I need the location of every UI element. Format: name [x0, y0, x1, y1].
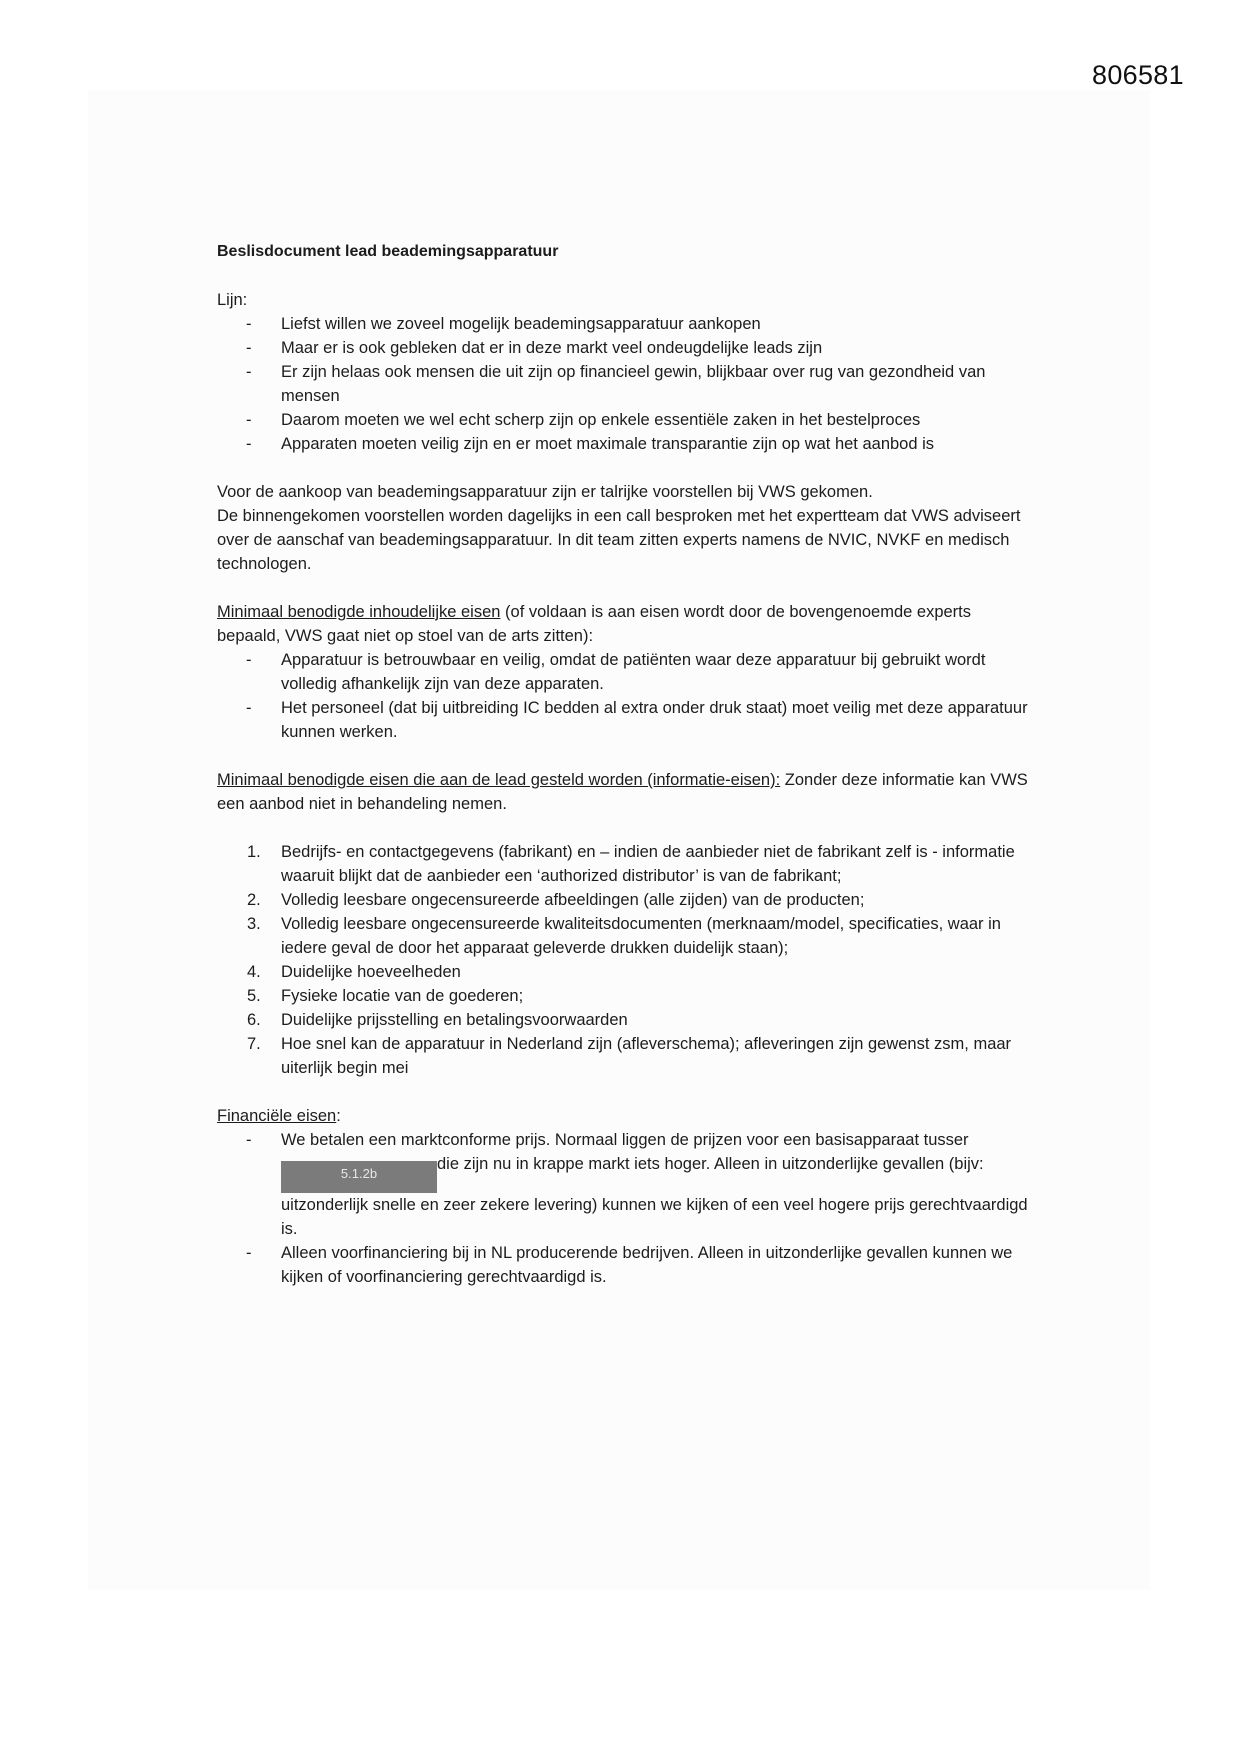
section-inhoudelijke-eisen: [217, 600, 1037, 744]
list-item: [247, 912, 1037, 960]
list-item: - Apparaten moeten veilig zijn en er moet maximale transparantie zijn op wat het aanbod is: [281, 432, 1037, 456]
section-heading-paragraph: [217, 600, 1037, 648]
list-item: [247, 840, 1037, 888]
list-item: - Alleen voorfinanciering bij in NL producerende bedrijven. Alleen in uitzonderlijke gevallen kunnen we kijken of voorfinanciering gerechtvaardigd is.: [281, 1241, 1037, 1289]
section-heading-paragraph: [217, 768, 1037, 816]
item-text-part2: die zijn nu in krappe markt iets hoger. Alleen in uitzonderlijke gevallen (bijv: uitzonderlijk snelle en zeer zekere levering) kunnen we kijken of een veel hogere prijs gerechtvaardigd is.: [281, 1155, 1028, 1238]
document-title: Beslisdocument lead beademingsapparatuur: [217, 243, 559, 260]
section-heading-paragraph: [217, 1104, 1037, 1128]
heading-suffix: (of voldaan is aan eisen wordt door de bovengenoemde experts bepaald, VWS gaat niet op stoel van de arts zitten):: [217, 603, 972, 645]
list-item: [247, 1008, 1037, 1032]
item-number: 6.: [247, 1011, 261, 1029]
item-number: 4.: [247, 963, 261, 981]
list-item: [247, 1032, 1037, 1080]
item-text: Duidelijke prijsstelling en betalingsvoorwaarden: [281, 1011, 628, 1029]
section-lijn: [217, 288, 1037, 456]
section-intro: [217, 480, 1037, 576]
item-text: Volledig leesbare ongecensureerde afbeeldingen (alle zijden) van de producten;: [281, 891, 865, 909]
informatie-eisen-list: [217, 840, 1037, 1080]
section-heading: Lijn:: [217, 291, 248, 309]
paragraph: De binnengekomen voorstellen worden dagelijks in een call besproken met het expertteam dat VWS adviseert over de aanschaf van beademingsapparatuur. In dit team zitten experts namens de NVIC, NVKF en medisch technologen.: [217, 507, 1021, 573]
list-item: - Liefst willen we zoveel mogelijk beademingsapparatuur aankopen: [281, 312, 1037, 336]
list-item: - Daarom moeten we wel echt scherp zijn op enkele essentiële zaken in het bestelproces: [281, 408, 1037, 432]
list-item: [247, 888, 1037, 912]
redaction-box: 5.1.2b: [281, 1161, 437, 1193]
list-item: - Maar er is ook gebleken dat er in deze markt veel ondeugdelijke leads zijn: [281, 336, 1037, 360]
document-body: [217, 240, 1037, 1313]
heading-suffix: Zonder deze informatie kan VWS een aanbod niet in behandeling nemen.: [217, 771, 1028, 813]
item-text: Bedrijfs- en contactgegevens (fabrikant) en – indien de aanbieder niet de fabrikant zelf is - informatie waaruit blijkt dat de aanbieder een ‘authorized distributor’ is van de fabrikant;: [281, 843, 1015, 885]
item-number: 2.: [247, 891, 261, 909]
item-text: Fysieke locatie van de goederen;: [281, 987, 524, 1005]
section-heading: Minimaal benodigde eisen die aan de lead gesteld worden (informatie-eisen):: [217, 771, 781, 789]
paragraph: Voor de aankoop van beademingsapparatuur zijn er talrijke voorstellen bij VWS gekomen.: [217, 483, 873, 501]
section-heading: Minimaal benodigde inhoudelijke eisen: [217, 603, 501, 621]
inhoudelijke-eisen-list: [217, 648, 1037, 744]
section-informatie-eisen: [217, 768, 1037, 1080]
list-item: [281, 1128, 1037, 1241]
list-item: - Er zijn helaas ook mensen die uit zijn op financieel gewin, blijkbaar over rug van gezondheid van mensen: [281, 360, 1037, 408]
list-item: - Het personeel (dat bij uitbreiding IC bedden al extra onder druk staat) moet veilig met deze apparatuur kunnen werken.: [281, 696, 1037, 744]
heading-colon: :: [336, 1107, 341, 1125]
item-number: 1.: [247, 843, 261, 861]
list-item: [247, 960, 1037, 984]
document-id: 806581: [1092, 60, 1184, 90]
financiele-eisen-list: [217, 1128, 1037, 1289]
list-item: [247, 984, 1037, 1008]
item-text: Hoe snel kan de apparatuur in Nederland zijn (afleverschema); afleveringen zijn gewenst zsm, maar uiterlijk begin mei: [281, 1035, 1012, 1077]
item-text-part1: We betalen een marktconforme prijs. Normaal liggen de prijzen voor een basisapparaat tusser: [281, 1131, 969, 1149]
item-text: Duidelijke hoeveelheden: [281, 963, 461, 981]
item-number: 7.: [247, 1035, 261, 1053]
list-item: - Apparatuur is betrouwbaar en veilig, omdat de patiënten waar deze apparatuur bij gebruikt wordt volledig afhankelijk zijn van deze apparaten.: [281, 648, 1037, 696]
item-number: 3.: [247, 915, 261, 933]
item-number: 5.: [247, 987, 261, 1005]
lijn-list: [217, 312, 1037, 456]
item-text: Volledig leesbare ongecensureerde kwaliteitsdocumenten (merknaam/model, specificaties, waar in iedere geval de door het apparaat geleverde drukken duidelijk staan);: [281, 915, 1001, 957]
section-financiele-eisen: [217, 1104, 1037, 1289]
section-heading: Financiële eisen: [217, 1107, 337, 1125]
